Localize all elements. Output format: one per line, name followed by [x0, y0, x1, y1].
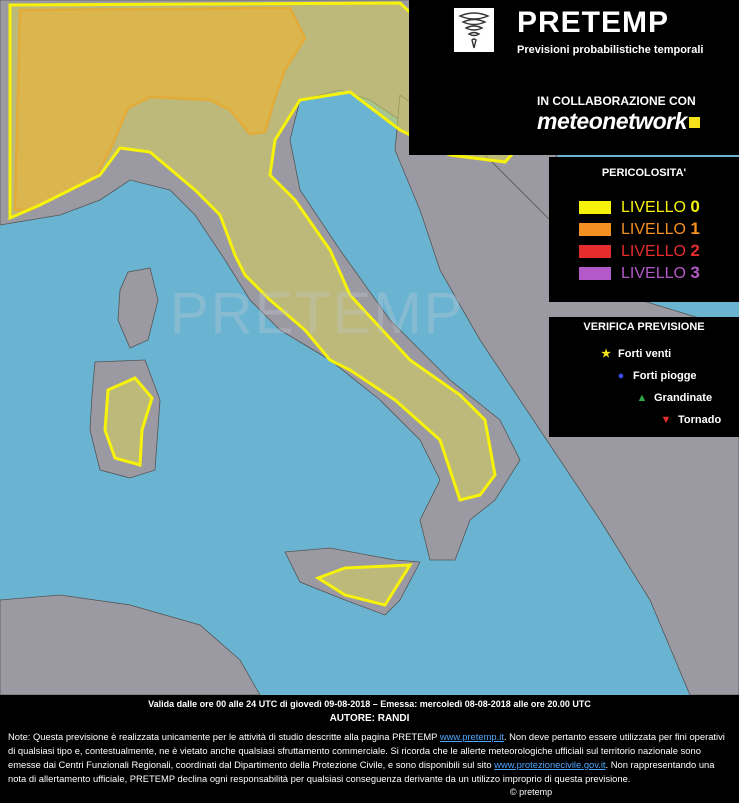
- level2-num: 2: [690, 241, 700, 260]
- triangle-down-icon: ▼: [660, 414, 672, 426]
- level0-label: LIVELLO: [621, 199, 686, 216]
- corsica: [118, 268, 158, 348]
- verify-rain-label: Forti piogge: [633, 370, 697, 382]
- verify-hail-label: Grandinate: [654, 392, 713, 404]
- watermark: PRETEMP: [170, 281, 465, 346]
- level3-swatch: [579, 267, 611, 280]
- disclaimer-note: [8, 730, 733, 786]
- level2-label: LIVELLO: [621, 243, 686, 260]
- partner-name: meteonetwork: [537, 108, 687, 134]
- validity-text: Valida dalle ore 00 alle 24 UTC di giovedì 09-08-2018 – Emessa: mercoledì 08-08-2018 alle ore 20.00 UTC: [148, 699, 591, 709]
- level1-swatch: [579, 223, 611, 236]
- partner-square-icon: [689, 117, 700, 128]
- legend-level-2: [579, 241, 700, 261]
- collab-label: IN COLLABORAZIONE CON: [537, 94, 696, 108]
- verification-legend: [549, 317, 739, 437]
- level2-swatch: [579, 245, 611, 258]
- verify-tornado-label: Tornado: [678, 414, 722, 426]
- note-part-3: . Non rappresentando una nota di allertamento ufficiale, PRETEMP declina ogni responsabilità per qualsiasi conseguenza derivante da un utilizzo improprio di questa previsione.: [8, 759, 715, 784]
- verify-wind: [599, 347, 671, 360]
- level3-label: LIVELLO: [621, 265, 686, 282]
- hazard-legend: [549, 157, 739, 302]
- verify-rain: [614, 370, 697, 382]
- level3-num: 3: [690, 263, 700, 282]
- partner-logo: [537, 108, 700, 135]
- verify-tornado: [659, 414, 721, 426]
- level0-num: 0: [690, 197, 700, 216]
- legend-level-1: [579, 219, 700, 239]
- brand-title: PRETEMP: [517, 6, 670, 39]
- star-icon: ★: [601, 348, 611, 360]
- verify-title: VERIFICA PREVISIONE: [583, 321, 705, 333]
- legend-title: PERICOLOSITA': [601, 167, 687, 179]
- verify-hail: [635, 392, 712, 404]
- level0-swatch: [579, 201, 611, 214]
- copyright: © pretemp: [510, 787, 553, 797]
- brand-subtitle: Previsioni probabilistiche temporali: [517, 44, 704, 56]
- level1-num: 1: [690, 219, 700, 238]
- legend-level-0: [579, 197, 700, 217]
- tornado-logo-icon: [454, 8, 494, 52]
- verify-wind-label: Forti venti: [618, 348, 672, 360]
- note-part-2: . Non deve pertanto essere utilizzata per fini operativi di qualsiasi tipo e, contestualmente, ne è vietato anche qualsiasi sfruttamento commerciale. Si ricorda che le allerte meteorologiche ufficiali sul territorio nazionale sono emesse dai Centri Funzionali Regionali, coordinati dal Dipartimento della Protezione Civile, e sono disponibili sul sito: [8, 731, 725, 770]
- legend-level-3: [579, 263, 700, 283]
- circle-icon: ●: [617, 370, 625, 382]
- author-text: AUTORE: RANDI: [329, 713, 410, 724]
- footer: [0, 695, 739, 803]
- protezionecivile-link[interactable]: www.protezionecivile.gov.it: [494, 759, 606, 770]
- brand-panel: [409, 0, 739, 155]
- pretemp-link[interactable]: www.pretemp.it: [439, 731, 504, 742]
- triangle-up-icon: ▲: [636, 392, 648, 404]
- level1-label: LIVELLO: [621, 221, 686, 238]
- note-part-1: Note: Questa previsione è realizzata unicamente per le attività di studio descritte alla pagina PRETEMP: [8, 731, 440, 742]
- north-africa: [0, 595, 260, 695]
